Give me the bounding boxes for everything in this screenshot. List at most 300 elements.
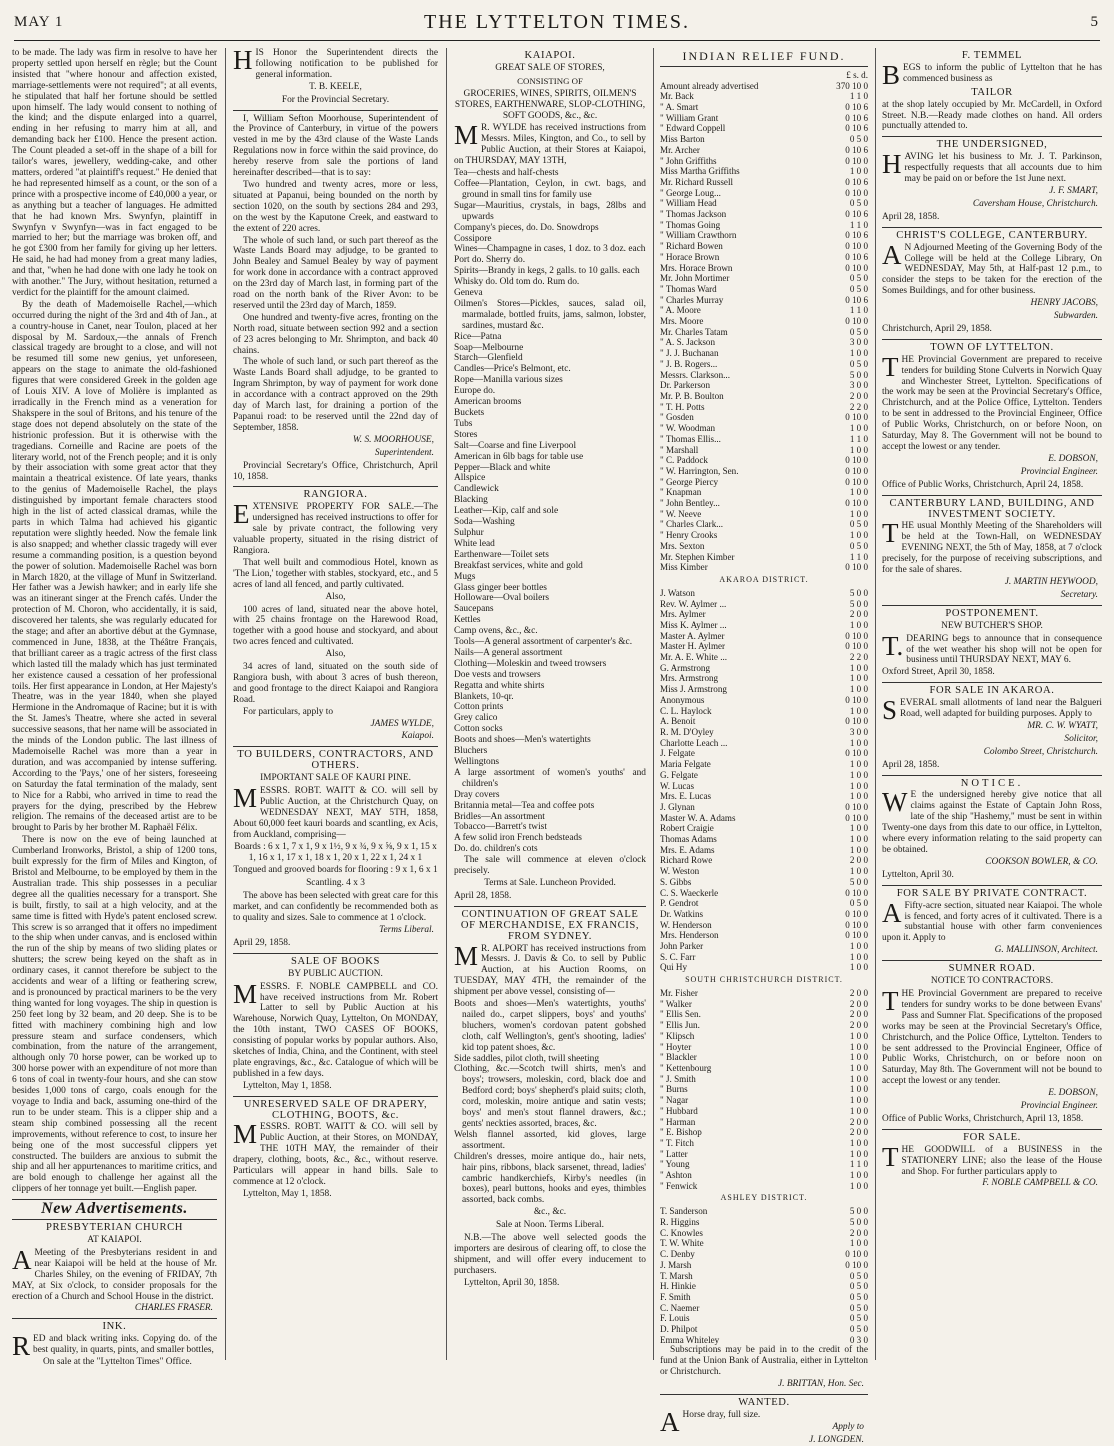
column-5 <box>882 48 1102 1360</box>
goods-item: Dray covers <box>454 789 500 800</box>
subscriber-row <box>660 1228 868 1239</box>
subscriber-amount: 1 1 0 <box>849 91 868 102</box>
subscriber-amount: 1 0 0 <box>849 1084 868 1095</box>
subscriber-row <box>660 273 868 284</box>
ad-date: Lyttelton, May 1, 1858. <box>243 1080 332 1091</box>
board-size: 4 x 3 <box>346 878 365 889</box>
goods-item: Sulphur <box>454 527 484 538</box>
subscriber-name: Mrs. Moore <box>660 316 704 327</box>
column-rule <box>653 48 654 1360</box>
subscriber-name: " William Head <box>660 198 717 209</box>
subscriber-amount: 0 10 0 <box>845 930 868 941</box>
goods-item: Wellingtons <box>454 757 500 767</box>
ad-signature-role: Subwarden. <box>1053 311 1098 322</box>
ad-subtitle: GREAT SALE OF STORES, <box>495 62 605 73</box>
subscriber-amount: 0 10 0 <box>845 748 868 759</box>
subscriber-name: T. Marsh <box>660 1270 693 1281</box>
ad-also: Also, <box>325 649 346 660</box>
subscriber-name: Mrs. Sexton <box>660 540 705 551</box>
ad-body: MESSRS. F. NOBLE CAMPBELL and CO. have received instructions from Mr. Robert Latter to sell by Public Auction at his Warehouse, Norwich Quay, Lyttelton, On MONDAY, the 10th instant, TWO CASES OF BOOKS, consisting of popular works by popular authors. Also, sketches of India, China, and the Continent, with steel plate engravings, &c., &c. Catalogue of which will be published in a few days. <box>233 978 438 1079</box>
subscriber-amount: 1 0 0 <box>849 1238 868 1249</box>
subscriber-name: " C. Paddock <box>660 455 708 466</box>
ad-title: FOR SALE. <box>963 1131 1021 1143</box>
drop-cap: M <box>454 120 479 151</box>
subscriber-row <box>660 166 868 177</box>
subscriber-amount: 0 5 0 <box>849 1291 868 1302</box>
subscriber-row <box>660 930 868 941</box>
subscriber-row <box>660 898 868 909</box>
ad-apply: Apply to <box>832 1421 864 1432</box>
board-size: 9 x ¾ <box>345 841 367 852</box>
subscriber-row <box>660 695 868 706</box>
subscriber-amount: 0 5 0 <box>849 358 868 369</box>
subscriber-amount: 1 1 0 <box>849 551 868 562</box>
subscriber-name: " Henry Crooks <box>660 530 718 541</box>
subscriber-row <box>660 941 868 952</box>
divider <box>233 746 438 747</box>
ad-signature: CHARLES FRASER. <box>134 1303 213 1314</box>
subscriber-name: Mrs. Henderson <box>660 930 719 941</box>
ad-date: Lyttelton, April 30. <box>882 869 954 880</box>
amount-label: Amount already advertised <box>660 80 759 91</box>
subscriber-name: J. Marsh <box>660 1259 692 1270</box>
subscriber-amount: 0 5 0 <box>849 1302 868 1313</box>
goods-item: Mugs <box>454 571 476 582</box>
subscriber-row <box>660 487 868 498</box>
subscriber-amount: 0 5 0 <box>849 134 868 145</box>
subscriber-name: " J. Smith <box>660 1073 696 1084</box>
subscriber-row <box>660 834 868 845</box>
goods-item: Company's pieces, do. Do. Snowdrops <box>454 222 599 233</box>
subscriber-row <box>660 759 868 770</box>
ad-etc: &c., &c. <box>533 1207 567 1218</box>
subscriber-name: D. Philpot <box>660 1324 698 1335</box>
goods-item: Do. do. children's cots <box>454 844 538 855</box>
subscriber-row <box>660 466 868 477</box>
ad-title: CANTERBURY LAND, BUILDING, AND INVESTMENT SOCIETY. <box>889 497 1095 520</box>
subscriber-row <box>660 588 868 599</box>
subscriber-amount: 0 10 0 <box>845 262 868 273</box>
subscriber-amount: 0 10 6 <box>845 209 868 220</box>
board-size: 9 x 1 <box>395 865 415 876</box>
ad-date: Christchurch, April 29, 1858. <box>882 323 992 334</box>
drop-cap: B <box>882 59 901 90</box>
subscriber-row <box>660 241 868 252</box>
ad-signature-role: Kaiapoi. <box>401 731 434 742</box>
subscriber-name: " A. Smart <box>660 102 699 113</box>
divider <box>660 1394 868 1395</box>
subscriber-amount: 0 10 0 <box>845 812 868 823</box>
subscriber-amount: 1 0 0 <box>849 348 868 359</box>
subscriber-amount: 1 0 0 <box>849 962 868 973</box>
ad-signature: G. MALLINSON, Architect. <box>994 945 1098 956</box>
goods-item: Stores <box>454 429 478 440</box>
subscriber-row <box>660 802 868 813</box>
divider <box>233 110 438 111</box>
district-label: SOUTH CHRISTCHURCH DISTRICT. <box>685 975 843 985</box>
goods-item: Allspice <box>454 473 486 484</box>
ad-body: HAVING let his business to Mr. J. T. Parkinson, respectfully requests that all accounts due to him may be paid on or before the 1st June next. <box>882 149 1102 185</box>
divider <box>882 605 1102 606</box>
subscriber-name: C. Denby <box>660 1249 695 1260</box>
subscriber-amount: 2 0 0 <box>849 1116 868 1127</box>
divider <box>12 1318 217 1319</box>
subscriber-row <box>660 230 868 241</box>
ad-date: April 28, 1858. <box>454 890 512 901</box>
ad-body: THE usual Monthly Meeting of the Shareholders will be held at the Town-Hall, on WEDNESDAY EVENING NEXT, the 5th of May, 1858, at 7 o'clock precisely, for the purpose of receiving subscriptions, and for the sale of shares. <box>882 518 1102 576</box>
goods-item: Earthenware—Toilet sets <box>454 549 549 560</box>
subscriber-amount: 0 10 6 <box>845 112 868 123</box>
subscriber-amount: 1 0 0 <box>849 791 868 802</box>
subscriber-row <box>660 1138 868 1149</box>
goods-item: Soda—Washing <box>454 517 515 528</box>
column-2 <box>233 45 438 1360</box>
ad-signature-role: Solicitor, <box>1064 733 1098 744</box>
ad-body: 100 acres of land, situated near the above hotel, with 25 chains frontage on the Harewood Road, together with a good house and stockyard, and about two acres fenced and cultivated. <box>233 604 438 648</box>
ad-signature-role: Colombo Street, Christchurch. <box>983 746 1098 757</box>
subscriber-row <box>660 1159 868 1170</box>
subscriber-row <box>660 434 868 445</box>
subscriber-amount: 5 0 0 <box>849 369 868 380</box>
subscriber-row <box>660 337 868 348</box>
tongued-line: Tongued and grooved boards for flooring : 9 x 1, 6 x 1 <box>233 865 438 876</box>
divider <box>882 136 1102 137</box>
goods-item: Candlewick <box>454 484 499 495</box>
subscriber-name: P. Gendrot <box>660 898 699 909</box>
subscriber-name: Qui Hy <box>660 962 688 973</box>
goods-item: Bridles—An assortment <box>454 811 545 822</box>
subscriber-amount: 0 5 0 <box>849 1270 868 1281</box>
ad-title: SALE OF BOOKS <box>290 955 381 967</box>
subscriber-row <box>660 423 868 434</box>
subscriber-name: Mr. John Mortimer <box>660 273 730 284</box>
subscriber-amount: 1 0 0 <box>849 866 868 877</box>
subscriber-row <box>660 305 868 316</box>
subscriber-amount: 1 0 0 <box>849 423 868 434</box>
boards-list: Boards : 6 x 1, 7 x 1, 9 x 1½, 9 x ¾, 9 x ⅝, 9 x 1, 15 x 1, 16 x 1, 17 x 1, 18 x 1, 20 x 1, 22 x 1, 24 x 1 <box>234 841 437 863</box>
subscriber-name: Messrs. Clarkson... <box>660 369 730 380</box>
goods-item: Salt—Coarse and fine Liverpool <box>454 440 577 451</box>
goods-item: Rice—Patna <box>454 331 502 342</box>
subscriber-row <box>660 999 868 1010</box>
goods-item: Regatta and white shirts <box>454 680 545 691</box>
subscriber-row <box>660 1020 868 1031</box>
subscriber-row <box>660 380 868 391</box>
subscriber-name: " Marshall <box>660 444 699 455</box>
board-size: 22 x 1 <box>370 852 395 863</box>
drop-cap: M <box>233 978 258 1009</box>
subscriber-amount: 1 0 0 <box>849 444 868 455</box>
subscriber-name: " Gosden <box>660 412 694 423</box>
ad-office: Office of Public Works, Christchurch, April 13, 1858. <box>882 1113 1084 1124</box>
subscriber-amount: 3 0 0 <box>849 727 868 737</box>
ad-subtitle: BY PUBLIC AUCTION. <box>288 968 383 979</box>
ad-signature: J. F. SMART, <box>1049 185 1098 196</box>
subscriber-row <box>660 1063 868 1074</box>
ad-signature-role: For the Provincial Secretary. <box>281 94 390 105</box>
page-header <box>14 8 1100 41</box>
subscriber-amount: 0 10 6 <box>845 123 868 134</box>
subscriber-row <box>660 284 868 295</box>
ad-body: THE GOODWILL of a BUSINESS in the STATIONERY LINE; also the lease of the House and Shop. For further particulars apply to <box>882 1141 1102 1177</box>
subscriber-name: " Horace Brown <box>660 251 720 262</box>
subscriber-name: " Thomas Ellis... <box>660 433 721 444</box>
ad-subtitle: AT KAIAPOI. <box>87 1234 142 1245</box>
subscriber-row <box>660 188 868 199</box>
scantling-label: Scantling. <box>306 878 344 889</box>
subscriber-name: F. Louis <box>660 1313 690 1324</box>
subscriber-amount: 0 5 0 <box>849 1324 868 1335</box>
subscriber-row <box>660 845 868 856</box>
subscriber-row <box>660 1281 868 1292</box>
subscriber-row <box>660 748 868 759</box>
subscriber-name: " A. Moore <box>660 305 701 316</box>
section-heading: New Advertisements. <box>41 1200 188 1218</box>
ad-body: I, William Sefton Moorhouse, Superintendent of the Province of Canterbury, in virtue of the powers vested in me by the 43rd clause of the Waste Lands Regulations now in force within the said province, do hereby reserve from sale the portions of land hereinafter described—that is to say: <box>233 113 438 179</box>
ad-signature: E. DOBSON, <box>1048 1088 1098 1099</box>
subscriber-amount: 1 0 0 <box>849 769 868 780</box>
subscriber-amount: 1 0 0 <box>849 1148 868 1159</box>
ad-terms: Terms at Sale. Luncheon Provided. <box>484 877 616 888</box>
subscriber-amount: 1 0 0 <box>849 166 868 177</box>
subscriber-row <box>660 134 868 145</box>
goods-list <box>454 168 646 855</box>
subscriber-name: John Parker <box>660 941 704 952</box>
subscriber-name: " Edward Coppell <box>660 123 726 134</box>
divider <box>882 495 1102 496</box>
subscriber-name: Miss J. Armstrong <box>660 684 727 695</box>
goods-item: Boots and shoes—Men's watertights, youths' nailed do., carpet slippers, boys' and youths' bluchers, women's cordovan patent gobshed cloth, calf Wellington's, gent's shooting, ladies' kid top patent shoes, &c. <box>454 999 646 1053</box>
ad-body: THE Provincial Government are prepared to receive tenders for building Stone Culverts in Norwich Quay and Winchester Street, Lyttelton. Specifications of the work may be seen at the Provincial Secretary's Office, Christchurch, and at the Police Office, Lyttelton. Tenders to be sent in addressed to the Provincial Engineer, Office of Public Works, Christchurch, on or before Noon, on Saturday, May 8. The Government will not be bound to accept the lowest or any tender. <box>882 351 1102 452</box>
subscriber-name: Miss Barton <box>660 134 705 145</box>
subscription-table <box>660 988 868 1191</box>
subscriber-name: " John Griffiths <box>660 155 717 166</box>
subscriber-row <box>660 327 868 338</box>
ad-title: KAIAPOI. <box>524 50 576 61</box>
drop-cap: A <box>660 1407 680 1438</box>
subscriber-amount: 0 10 0 <box>845 455 868 466</box>
subscriber-row <box>660 673 868 684</box>
subscriber-name: H. Hinkie <box>660 1281 696 1292</box>
subscriber-amount: 0 10 0 <box>845 465 868 476</box>
goods-item: Cossipore <box>454 233 492 244</box>
subscriber-amount: 1 0 0 <box>849 673 868 684</box>
subscriber-name: A. Benoit <box>660 716 696 727</box>
subscriber-row <box>660 113 868 124</box>
goods-item: A few solid iron French bedsteads <box>454 833 582 844</box>
subscriber-row <box>660 781 868 792</box>
subscriber-row <box>660 1292 868 1303</box>
subscriber-row <box>660 1249 868 1260</box>
goods-item: Cotton socks <box>454 724 503 735</box>
subscriber-name: " T. Fitch <box>660 1137 694 1148</box>
subscriber-name: C. S. Waeckerle <box>660 887 719 898</box>
subscriber-name: Mrs. E. Adams <box>660 844 715 855</box>
drop-cap: H <box>882 149 902 180</box>
subscriber-name: Richard Rowe <box>660 855 713 866</box>
column-4 <box>660 48 868 1445</box>
ad-title: CONTINUATION OF GREAT SALE OF MERCHANDISE, EX FRANCIS, FROM SYDNEY. <box>460 908 640 942</box>
subscriber-name: " J. J. Buchanan <box>660 348 719 359</box>
drop-cap: M <box>233 783 258 814</box>
ad-title: INK. <box>102 1321 127 1333</box>
subscriber-row <box>660 1238 868 1249</box>
subscriber-row <box>660 177 868 188</box>
ad-body: THE Provincial Government are prepared to receive tenders for sundry works to be done between Evans' Pass and Sumner Flat. Specifications of the proposed works may be seen at the Provincial Secretary's Office, Christchurch, and the Police Office, Lyttelton. Tenders to be sent addressed to the Provincial Engineer, Office of Public Works, Christchurch, on or before noon on Saturday, May 8th. The Government will not be bound to accept the lowest or any tender. <box>882 985 1102 1087</box>
subscriber-amount: 1 0 0 <box>849 487 868 498</box>
subscriber-name: W. Weston <box>660 866 700 877</box>
ad-signature: T. B. KEELE, <box>309 81 362 92</box>
subscriber-amount: 1 0 0 <box>849 834 868 845</box>
subscriber-row <box>660 562 868 573</box>
subscriber-name: " Hoyter <box>660 1041 692 1052</box>
subscriber-name: Mr. Richard Russell <box>660 176 733 187</box>
subscriber-row <box>660 509 868 520</box>
ad-office: Office of Public Works, Christchurch, April 24, 1858. <box>882 479 1084 490</box>
subscriber-amount: 3 0 0 <box>849 380 868 391</box>
ad-signature: COOKSON BOWLER, & CO. <box>985 856 1098 867</box>
subscriber-row <box>660 716 868 727</box>
subscriber-name: C. Naemer <box>660 1302 700 1313</box>
ad-body: 34 acres of land, situated on the south side of Rangiora bush, with about 3 acres of bush thereon, and good frontage to the direct Kaiapoi and Rangiora Road. <box>233 662 438 705</box>
subscriber-row <box>660 1042 868 1053</box>
subscriber-name: " Blackler <box>660 1052 697 1063</box>
ad-body: A Horse dray, full size. <box>660 1407 761 1438</box>
subscriber-name: R. M. D'Oyley <box>660 727 714 737</box>
subscriber-name: Mrs. E. Lucas <box>660 791 712 802</box>
ad-signature: MR. C. W. WYATT, <box>1027 720 1098 731</box>
subscriber-amount: 0 10 0 <box>845 919 868 930</box>
subscriber-name: " Hubbard <box>660 1105 698 1116</box>
ad-title: INDIAN RELIEF FUND. <box>682 49 846 63</box>
subscriber-name: C. Knowles <box>660 1227 703 1238</box>
subscriber-row <box>660 91 868 102</box>
subscriber-name: " Walker <box>660 998 692 1009</box>
subscriber-row <box>660 631 868 642</box>
divider <box>233 1096 438 1097</box>
story-paragraph: There is now on the eve of being launched at Cumberland Ironworks, Bristol, a ship of 1200 tons, built expressly for the firm of Miles and Kington, of Bristol and Melbourne, to be employed by them in the Australian trade. This ship possesses in a peculiar degree all the qualities necessary for a transport. She is built, firstly, to sail at a high velocity, and at the same time is fitted with Hyde's patent enclosed screw. This screw is so arranged that it offers no impediment to the ship when under canvas, and is enclosed within the run of the ship by means of two sliding plates or shutters; the screw being keyed on the shaft as in ordinary cases, it cannot therefore be subject to the accidents and wear of a lifting or feathering screw, and is pronounced by practical mariners to be the very thing wanted for long voyages. The ship in question is 250 feet long by 32 beam, and 20 deep. She is to be fitted with machinery combining high and low pressure steam and surface condensers, which combination, from the nature of the arrangement, although only 70 horse power, can be worked up to 300 horse power with an expenditure of not more than 6 tons of coal in twenty-four hours, and she can stow besides 1,000 tons of cargo, coals enough for the voyage to India and back, assuming one-third of the run to be under steam. This is a clipper ship and a steam ship combined possessing all the recent improvements, without reference to cost, to insure her being one of the most successful clippers yet constructed. The builders are anxious to submit the ship and all her appurtenances to maritime critics, and are bold enough to challenge her against all the clippers of her tonnage yet built.—English paper. <box>12 835 217 1195</box>
subscriber-row <box>660 1149 868 1160</box>
subscriber-row <box>660 727 868 738</box>
subscriber-name: C. L. Haylock <box>660 705 712 716</box>
subscriber-row <box>660 445 868 456</box>
goods-item: Cotton prints <box>454 702 504 713</box>
ad-signature: E. DOBSON, <box>1048 453 1098 464</box>
divider <box>882 885 1102 886</box>
subscriber-amount: 2 2 0 <box>849 652 868 663</box>
drop-cap: H <box>233 45 253 75</box>
divider <box>882 227 1102 228</box>
goods-item: Starch—Glenfield <box>454 353 523 364</box>
subscriber-row <box>660 370 868 381</box>
story-paragraph: By the death of Mademoiselle Rachel,—which occurred during the night of the 3rd and 4th of Jan., at a country-house in Canet, near Toulon, placed at her disposal by M. Sardoux,—the annals of French classical tragedy are brought to a close, and will not be resumed till some new genius, yet unforeseen, appears on the stage to animate the old-fashioned figures that were considered Greek in the golden age of Louis XIV. A love of Molière is implanted as irradically in the French mind as a veneration for Shakspere in the soul of Britons, and his tenure of the stage does not depend absolutely on the state of the histrionic profession. But it is otherwise with the tragedians. Corneille and Racine are poets of the literary world, not of the French people; and it is only by their association with some great actor that they maintain a theatrical existence. Of late years, thanks to the genius of Mademoiselle Rachel, the plays distinguished by important female characters stood high in the list of acted classical dramas, while the parts in which Talma had achieved his gigantic reputation were slightly heeded. Now the female link is also snapped; and whether classic tragedy will ever resume a commanding position, is a question beyond the power of solution. Mademoiselle Rachel was born in March 1820, at the village of Munf in Switzerland. Her father was a Jewish hawker; and in early life she was an itinerant singer at the French cafés. Under the protection of M. Choron, who accidentally, it is said, discovered her talents, she was regularly educated for the stage; and after an abortive début at the Gymnase, commenced in June, 1838, at the Théâtre Français, that brilliant career as a tragic actress of the first class which lasted till the malady which has just terminated her existence caused a cessation of her professional toils. Her first appearance in London, at Her Majesty's Theatre, was in the year 1840, when she played Hermione in the Andromaque of Racine; but it is with the St. James's Theatre, where she acted in several successive seasons, that her name will be associated in the minds of the London public. The last illness of Mademoiselle Rachel was more than a year in duration, and was accompanied by intense suffering. According to the 'Pays,' one of her sisters, foreseeing on Saturday the fatal termination of the malady, sent to Nice for a Rabbi, who arrived in time to read the prayers for the dying, prescribed by the Hebrew religion. The remains of the deceased artist are to be brought to Paris by her brother M. Raphaël Félix. <box>12 299 217 834</box>
subscriber-name: Master A. Aylmer <box>660 630 725 641</box>
subscriber-name: Master W. A. Adams <box>660 812 736 823</box>
ad-signature-role: Provincial Engineer. <box>1020 466 1098 477</box>
ad-signature: JAMES WYLDE, <box>370 718 434 729</box>
drop-cap: A <box>882 239 902 270</box>
subscriber-amount: 1 0 0 <box>849 1137 868 1148</box>
subscriber-amount: 0 10 0 <box>845 1259 868 1270</box>
drop-cap: S <box>882 695 898 726</box>
subscriber-amount: 1 0 0 <box>849 844 868 855</box>
drop-cap: T. <box>882 630 904 661</box>
subscriber-row <box>660 391 868 402</box>
subscriber-name: " Charles Clark... <box>660 519 724 530</box>
subscriber-row <box>660 599 868 610</box>
ad-title: F. TEMMEL <box>961 50 1023 61</box>
subscriber-name: " Nagar <box>660 1095 689 1106</box>
goods-item: Tea—chests and half-chests <box>454 168 559 179</box>
goods-item: Pepper—Black and white <box>454 462 551 473</box>
subscriber-row <box>660 1170 868 1181</box>
subscriber-amount: 2 0 0 <box>849 988 868 999</box>
subscriber-amount: 0 5 0 <box>849 198 868 209</box>
ad-title: UNRESERVED SALE OF DRAPERY, CLOTHING, BOOTS, &c. <box>243 1098 428 1121</box>
subscriber-name: " T. H. Potts <box>660 401 705 412</box>
subscriber-name: " Klipsch <box>660 1030 695 1041</box>
subscription-table <box>660 70 868 573</box>
subscriber-name: J. Felgate <box>660 748 695 759</box>
subscriber-amount: 2 0 0 <box>849 1127 868 1138</box>
subscriber-name: Mrs. Aylmer <box>660 609 706 620</box>
subscriber-amount: 1 0 0 <box>849 1052 868 1063</box>
divider <box>12 1219 217 1220</box>
column-rule <box>225 48 226 1360</box>
drop-cap: A <box>882 897 902 928</box>
ad-signature-role: Secretary. <box>1060 589 1098 600</box>
subscriber-name: S. C. Farr <box>660 951 696 962</box>
ad-body: BEGS to inform the public of Lyttelton that he has commenced business as <box>882 59 1102 90</box>
ad-body: T. DEARING begs to announce that in consequence of the wet weather his shop will not be open for business until THURSDAY NEXT, MAY 6. <box>882 630 1102 666</box>
page-number: 5 <box>1090 14 1098 30</box>
subscriber-amount: 1 0 0 <box>849 1063 868 1073</box>
subscriber-name: " William Grant <box>660 112 719 123</box>
subscriber-name: Miss Kimber <box>660 562 708 573</box>
ad-body: Two hundred and twenty acres, more or less, situated at Papanui, being bounded on the north by section 1020, on the south by sections 284 and 293, on the west by the Kaputone Creek, and eastward to the extent of 220 acres. <box>233 179 438 234</box>
goods-item: Tobacco—Barrett's twist <box>454 822 547 833</box>
ad-also: Also, <box>325 591 346 602</box>
subscriber-name: T. Sanderson <box>660 1206 708 1217</box>
drop-cap: M <box>454 940 479 971</box>
divider <box>882 682 1102 683</box>
subscriber-row <box>660 609 868 620</box>
masthead-title: THE LYTTELTON TIMES. <box>424 11 690 33</box>
board-size: 15 x 1 <box>248 841 437 863</box>
goods-item: Clothing, &c.—Scotch twill shirts, men's and boys'; trowsers, moleskin, cord, black doe and Bedford cord; boys' shepherd's plaid suits; cloth, cord, moleskin, moire antique and satin vests; boys' and men's stout flannel drawers, &c.; gents' neckties assorted, braces, &c. <box>454 1064 646 1129</box>
subscriber-name: Mr. Stephen Kimber <box>660 551 735 562</box>
divider <box>454 906 646 907</box>
subscriber-amount: 1 1 0 <box>849 1159 868 1170</box>
ad-apply: For particulars, apply to <box>243 706 334 717</box>
goods-item: Geneva <box>454 288 483 299</box>
ad-subtitle: GROCERIES, WINES, SPIRITS, OILMEN'S STORES, EARTHENWARE, SLOP-CLOTHING, SOFT GOODS, &c., &c. <box>454 88 646 121</box>
subscriber-amount: 0 10 0 <box>845 241 868 252</box>
subscriber-row <box>660 770 868 781</box>
ad-subtitle: NOTICE TO CONTRACTORS. <box>930 976 1054 987</box>
subscriber-row <box>660 1095 868 1106</box>
goods-item: White lead <box>454 538 495 549</box>
goods-list <box>454 999 646 1206</box>
subscriber-name: Mr. Archer <box>660 144 700 155</box>
subscriber-amount: 1 0 0 <box>849 684 868 695</box>
subscriber-name: " Ashton <box>660 1170 692 1181</box>
subscriber-amount: 1 0 0 <box>849 1073 868 1084</box>
ad-title: FOR SALE IN AKAROA. <box>929 685 1055 697</box>
subscriber-name: " W. Harrington, Sen. <box>660 465 739 476</box>
subscriber-amount: 0 5 0 <box>849 898 868 909</box>
goods-item: American in 6lb bags for table use <box>454 451 584 462</box>
